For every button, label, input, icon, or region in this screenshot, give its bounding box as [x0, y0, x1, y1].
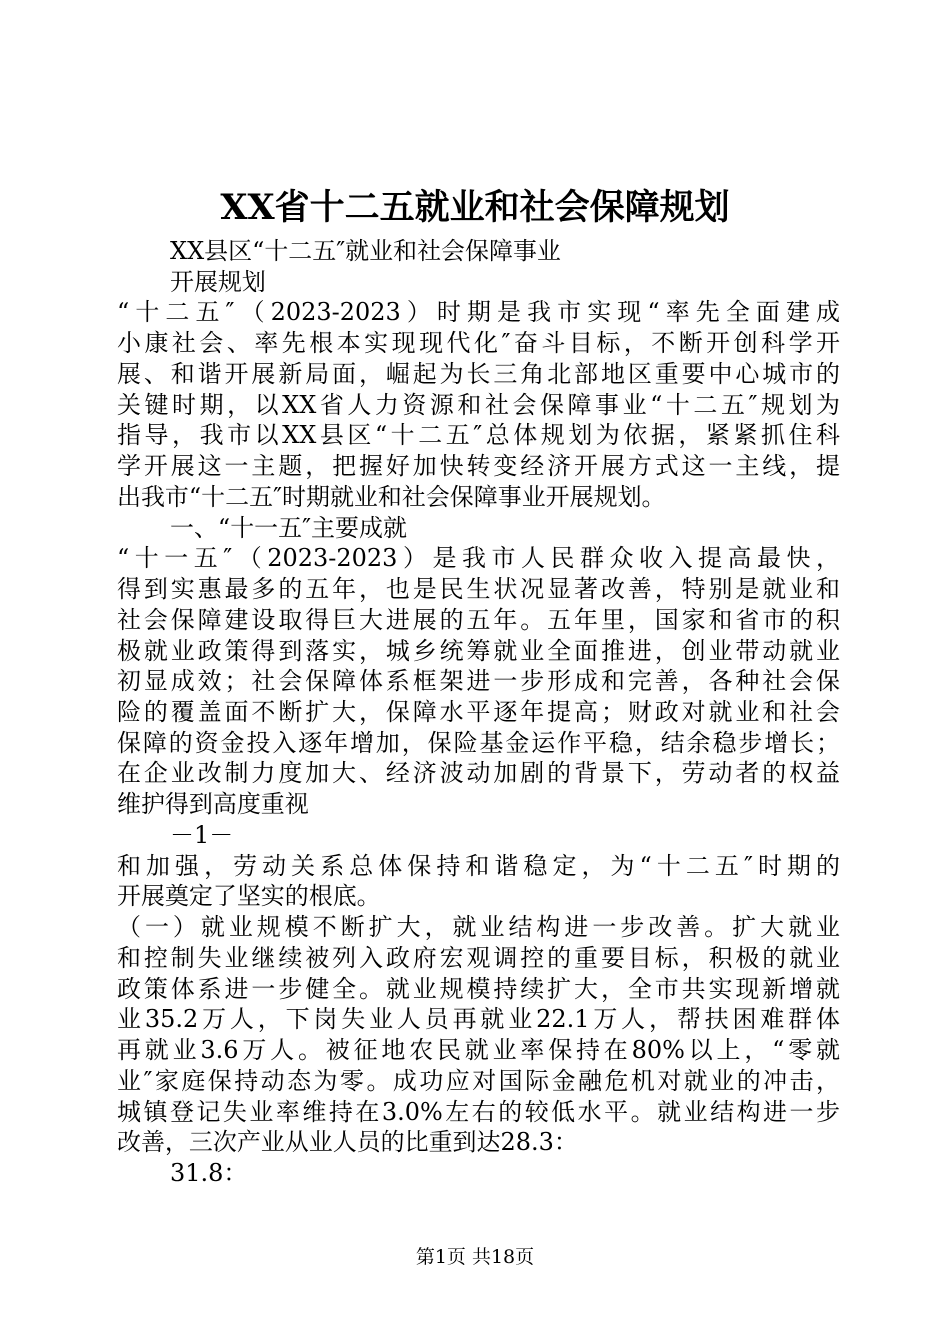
body-line: 城镇登记失业率维持在3.0%左右的较低水平。就业结构进一步: [117, 1098, 840, 1126]
body-line: 开展规划: [170, 268, 266, 296]
body-line: XX县区“十二五″就业和社会保障事业: [170, 237, 561, 265]
body-line: 开展奠定了坚实的根底。: [117, 882, 381, 910]
body-line: 得到实惠最多的五年，也是民生状况显著改善，特别是就业和: [117, 575, 840, 603]
body-line: 展、和谐开展新局面，崛起为长三角北部地区重要中心城市的: [117, 360, 840, 388]
body-line: 政策体系进一步健全。就业规模持续扩大，全市共实现新增就: [117, 975, 840, 1003]
body-line: “十一五″（2023-2023）是我市人民群众收入提高最快，: [117, 544, 840, 572]
body-line: 学开展这一主题，把握好加快转变经济开展方式这一主线，提: [117, 452, 840, 480]
body-line: 指导，我市以XX县区“十二五″总体规划为依据，紧紧抓住科: [117, 421, 840, 449]
body-line: 小康社会、率先根本实现现代化″奋斗目标，不断开创科学开: [117, 329, 840, 357]
page-footer: 第1页 共18页: [415, 1246, 535, 1268]
body-line: 保障的资金投入逐年增加，保险基金运作平稳，结余稳步增长；: [117, 729, 840, 757]
body-line: 和加强，劳动关系总体保持和谐稳定，为“十二五″时期的: [117, 852, 840, 880]
body-line: （一）就业规模不断扩大，就业结构进一步改善。扩大就业: [117, 913, 840, 941]
section-heading: 一、“十一五″主要成就: [170, 514, 407, 542]
body-line: 业″家庭保持动态为零。成功应对国际金融危机对就业的冲击，: [117, 1067, 840, 1095]
body-line: 极就业政策得到落实，城乡统筹就业全面推进，创业带动就业: [117, 637, 840, 665]
body-line: 和控制失业继续被列入政府宏观调控的重要目标，积极的就业: [117, 944, 840, 972]
body-line: “十二五″（2023-2023）时期是我市实现“率先全面建成: [117, 298, 840, 326]
document-title: XX省十二五就业和社会保障规划: [220, 187, 730, 228]
body-line: 出我市“十二五″时期就业和社会保障事业开展规划。: [117, 483, 666, 511]
body-line: 险的覆盖面不断扩大，保障水平逐年提高；财政对就业和社会: [117, 698, 840, 726]
body-line: 改善，三次产业从业人员的比重到达28.3：: [117, 1128, 578, 1156]
body-line: 维护得到高度重视: [117, 790, 309, 818]
body-line: 再就业3.6万人。被征地农民就业率保持在80%以上，“零就: [117, 1036, 840, 1064]
body-line: 关键时期，以XX省人力资源和社会保障事业“十二五″规划为: [117, 391, 840, 419]
body-line: 社会保障建设取得巨大进展的五年。五年里，国家和省市的积: [117, 606, 840, 634]
body-line: 初显成效；社会保障体系框架进一步形成和完善，各种社会保: [117, 667, 840, 695]
body-line: 在企业改制力度加大、经济波动加剧的背景下，劳动者的权益: [117, 759, 840, 787]
body-line: 31.8：: [170, 1159, 248, 1187]
body-line: 业35.2万人，下岗失业人员再就业22.1万人，帮扶困难群体: [117, 1005, 840, 1033]
inline-page-number: －1－: [170, 821, 234, 849]
